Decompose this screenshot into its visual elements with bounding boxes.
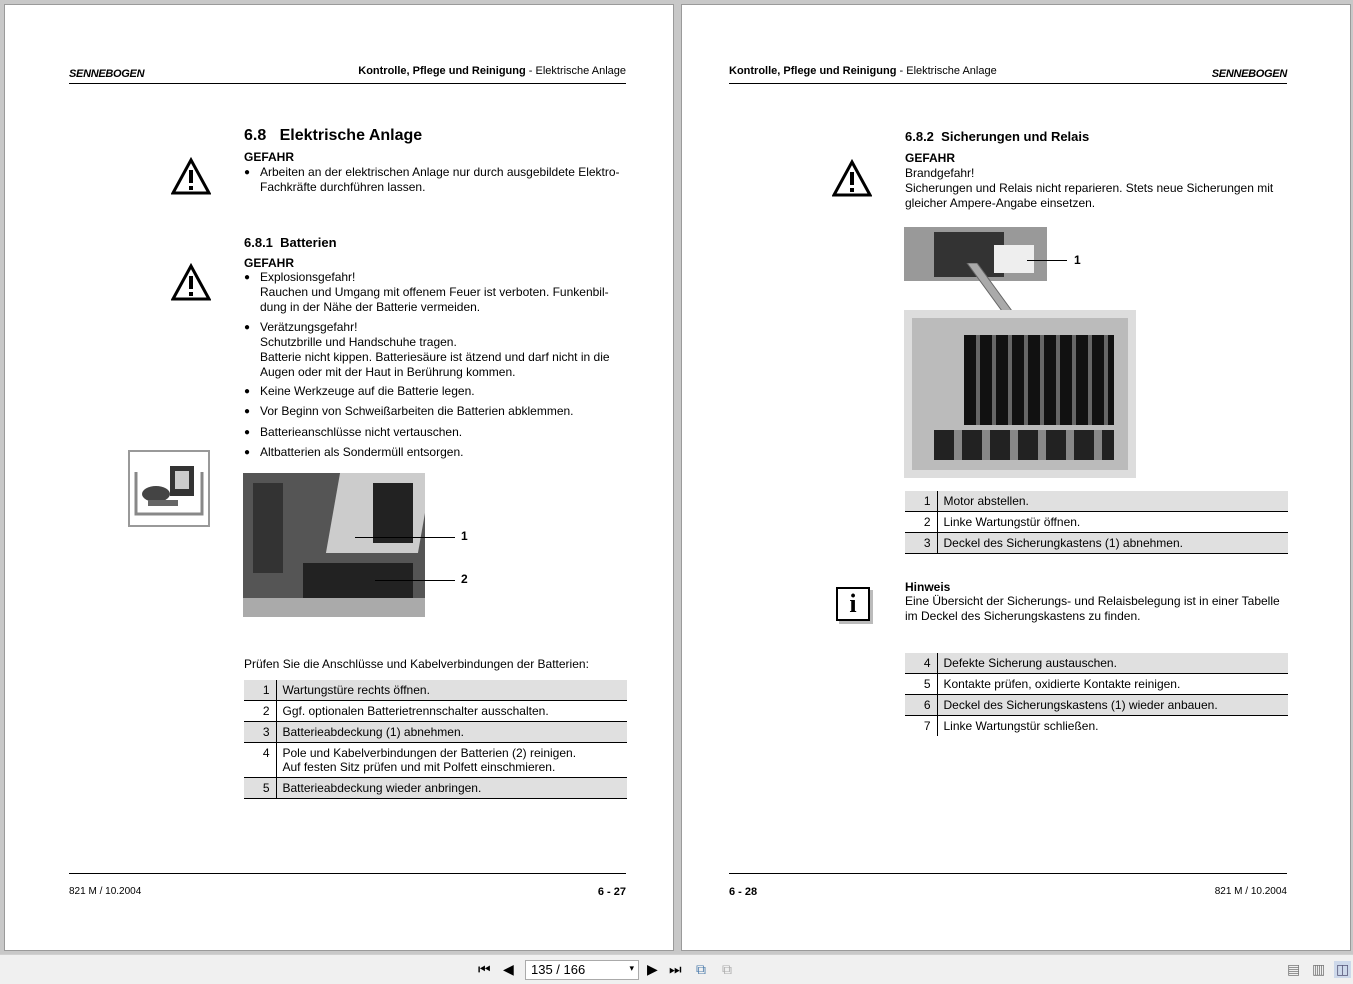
steps-table [905,491,1288,554]
previous-page-button[interactable]: ◀ [503,961,514,977]
page-number: 6 - 27 [597,886,626,898]
bullet: ● Arbeiten an der elektrischen Anlage nur durch ausgebildete Elektro-Fachkräfte durchführen lassen. [244,165,634,195]
logo: SENNEBOGEN [69,68,145,80]
battery-photo [243,473,425,617]
info-icon: i [836,587,870,621]
danger-label: GEFAHR [905,151,956,165]
warning-icon [832,159,872,197]
single-page-view-icon[interactable]: ▤ [1287,961,1301,977]
footer-edition: 821 M / 10.2004 [69,886,142,897]
viewer-toolbar [0,954,1353,984]
subsection-heading: 6.8.1 Batterien [244,235,337,250]
table-row: 2 Ggf. optionalen Batterietrennschalter ausschalten. [244,701,627,722]
subsection-heading: 6.8.2 Sicherungen und Relais [905,129,1090,144]
bullet: ● Altbatterien als Sondermüll entsorgen. [244,445,463,460]
danger-label: GEFAHR [244,150,295,164]
danger-label: GEFAHR [244,256,295,270]
next-page-button[interactable]: ▶ [647,961,658,977]
two-page-view-icon[interactable]: ◫ [1336,961,1350,977]
page-number: 6 - 28 [729,886,758,898]
section-heading: 6.8 Elektrische Anlage [244,127,423,144]
danger-text: Sicherungen und Relais nicht reparieren. Stets neue Sicherungen mit gleicher Ampere-Angabe einsetzen. [905,181,1274,210]
zoom-pointer [952,263,1032,313]
chevron-down-icon: ▾ [629,963,634,973]
last-page-button[interactable]: ⏭ [669,961,682,977]
next-view-icon[interactable]: ⧉ [722,961,732,977]
previous-view-icon[interactable]: ⧉ [696,961,706,977]
table-row: 7 Linke Wartungstür schließen. [905,716,1288,737]
bullet: ● Verätzungsgefahr! Schutzbrille und Handschuhe tragen. Batterie nicht kippen. Batteriesäure ist ätzend und darf nicht in die Augen oder mit der Haut in Berührung kommen. [244,320,634,380]
bullet: ● Explosionsgefahr! Rauchen und Umgang mit offenem Feuer ist verboten. Funkenbil-dung in der Nähe der Batterie vermeiden. [244,270,634,315]
steps-table [905,653,1288,736]
warning-icon [171,157,211,195]
page-right [681,4,1351,951]
table-row: 6 Deckel des Sicherungskastens (1) wieder anbauen. [905,695,1288,716]
page-header: Kontrolle, Pflege und Reinigung - Elektrische Anlage [729,65,997,77]
bullet: ● Batterieanschlüsse nicht vertauschen. [244,425,462,440]
page-select[interactable]: 135 / 166 ▾ [525,960,639,980]
danger-text: Brandgefahr! [905,166,975,180]
warning-icon [171,263,211,301]
note-text: Eine Übersicht der Sicherungs- und Relaisbelegung ist in einer Tabelle im Deckel des Sicherungskastens zu finden. [905,594,1280,623]
logo: SENNEBOGEN [1211,68,1287,80]
table-row: 5 Batterieabdeckung wieder anbringen. [244,778,627,799]
fuse-box-photo [904,310,1136,478]
note-label: Hinweis [905,580,951,594]
table-row: 3 Deckel des Sicherungkastens (1) abnehmen. [905,533,1288,554]
callout-label: 1 [1074,253,1081,267]
table-row: 5 Kontakte prüfen, oxidierte Kontakte reinigen. [905,674,1288,695]
page-header: Kontrolle, Pflege und Reinigung - Elektrische Anlage [358,65,626,77]
callout-label: 1 [461,529,468,543]
bullet: ● Keine Werkzeuge auf die Batterie legen. [244,384,475,399]
continuous-view-icon[interactable]: ▥ [1312,961,1326,977]
table-row: 1 Wartungstüre rechts öffnen. [244,680,627,701]
table-row: 2 Linke Wartungstür öffnen. [905,512,1288,533]
steps-table [244,680,627,799]
table-row: 1 Motor abstellen. [905,491,1288,512]
table-row: 4 Defekte Sicherung austauschen. [905,653,1288,674]
page-left [4,4,674,951]
table-row: 4 Pole und Kabelverbindungen der Batterien (2) reinigen. Auf festen Sitz prüfen und mit Polfett einschmieren. [244,743,627,778]
first-page-button[interactable]: ⏮ [478,961,491,977]
battery-symbol-icon [128,450,210,527]
table-row: 3 Batterieabdeckung (1) abnehmen. [244,722,627,743]
callout-label: 2 [461,572,468,586]
bullet: ● Vor Beginn von Schweißarbeiten die Batterien abklemmen. [244,404,574,419]
footer-edition: 821 M / 10.2004 [1214,886,1287,897]
intro-text: Prüfen Sie die Anschlüsse und Kabelverbindungen der Batterien: [244,657,589,671]
